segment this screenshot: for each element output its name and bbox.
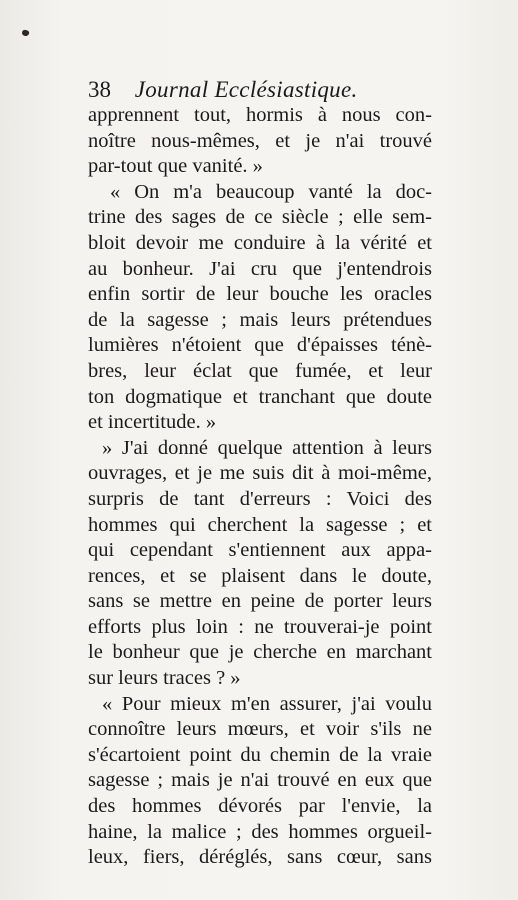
page-number: 38 <box>88 77 111 102</box>
text-line: rences, et se plaisent dans le doute, <box>88 564 432 587</box>
text-line: haine, la malice ; des hommes orgueil- <box>88 820 432 843</box>
text-line: apprennent tout, hormis à nous con- <box>88 104 432 126</box>
text-line: bloit devoir me conduire à la vérité et <box>88 231 432 254</box>
text-line: enfin sortir de leur bouche les oracles <box>88 283 432 306</box>
text-line: des hommes dévorés par l'envie, la <box>88 795 432 818</box>
body-text <box>88 103 432 871</box>
text-line: ouvrages, et je me suis dit à moi-même, <box>88 462 432 485</box>
text-line: sagesse ; mais je n'ai trouvé en eux que <box>88 769 432 792</box>
text-line: sur leurs traces ? » <box>88 667 241 690</box>
text-line: » J'ai donné quelque attention à leurs <box>102 436 432 459</box>
running-title: Journal Ecclésiastique. <box>134 77 358 102</box>
text-line: « On m'a beaucoup vanté la doc- <box>110 180 432 203</box>
text-line: de la sagesse ; mais leurs prétendues <box>88 308 432 331</box>
text-line: bres, leur éclat que fumée, et leur <box>88 359 432 382</box>
text-line: par-tout que vanité. » <box>88 155 263 178</box>
text-line: efforts plus loin : ne trouverai-je point <box>88 615 432 638</box>
text-line: au bonheur. J'ai cru que j'entendrois <box>88 257 432 280</box>
text-line: sans se mettre en peine de porter leurs <box>88 590 432 613</box>
text-line: s'écartoient point du chemin de la vraie <box>88 743 432 766</box>
text-line: « Pour mieux m'en assurer, j'ai voulu <box>102 692 432 715</box>
text-line: hommes qui cherchent la sagesse ; et <box>88 513 432 536</box>
text-line: qui cependant s'entiennent aux appa- <box>88 539 432 562</box>
text-line: noître nous-mêmes, et je n'ai trouvé <box>88 129 432 152</box>
text-line: ton dogmatique et tranchant que doute <box>88 385 432 408</box>
text-line: et incertitude. » <box>88 411 217 434</box>
text-line: surpris de tant d'erreurs : Voici des <box>88 487 432 510</box>
text-line: connoître leurs mœurs, et voir s'ils ne <box>88 718 432 741</box>
text-line: trine des sages de ce siècle ; elle sem- <box>88 206 432 229</box>
text-line: le bonheur que je cherche en marchant <box>88 641 432 664</box>
text-line: leux, fiers, déréglés, sans cœur, sans <box>88 846 432 869</box>
ink-speck <box>21 29 30 37</box>
text-line: lumières n'étoient que d'épaisses ténè- <box>88 334 432 357</box>
